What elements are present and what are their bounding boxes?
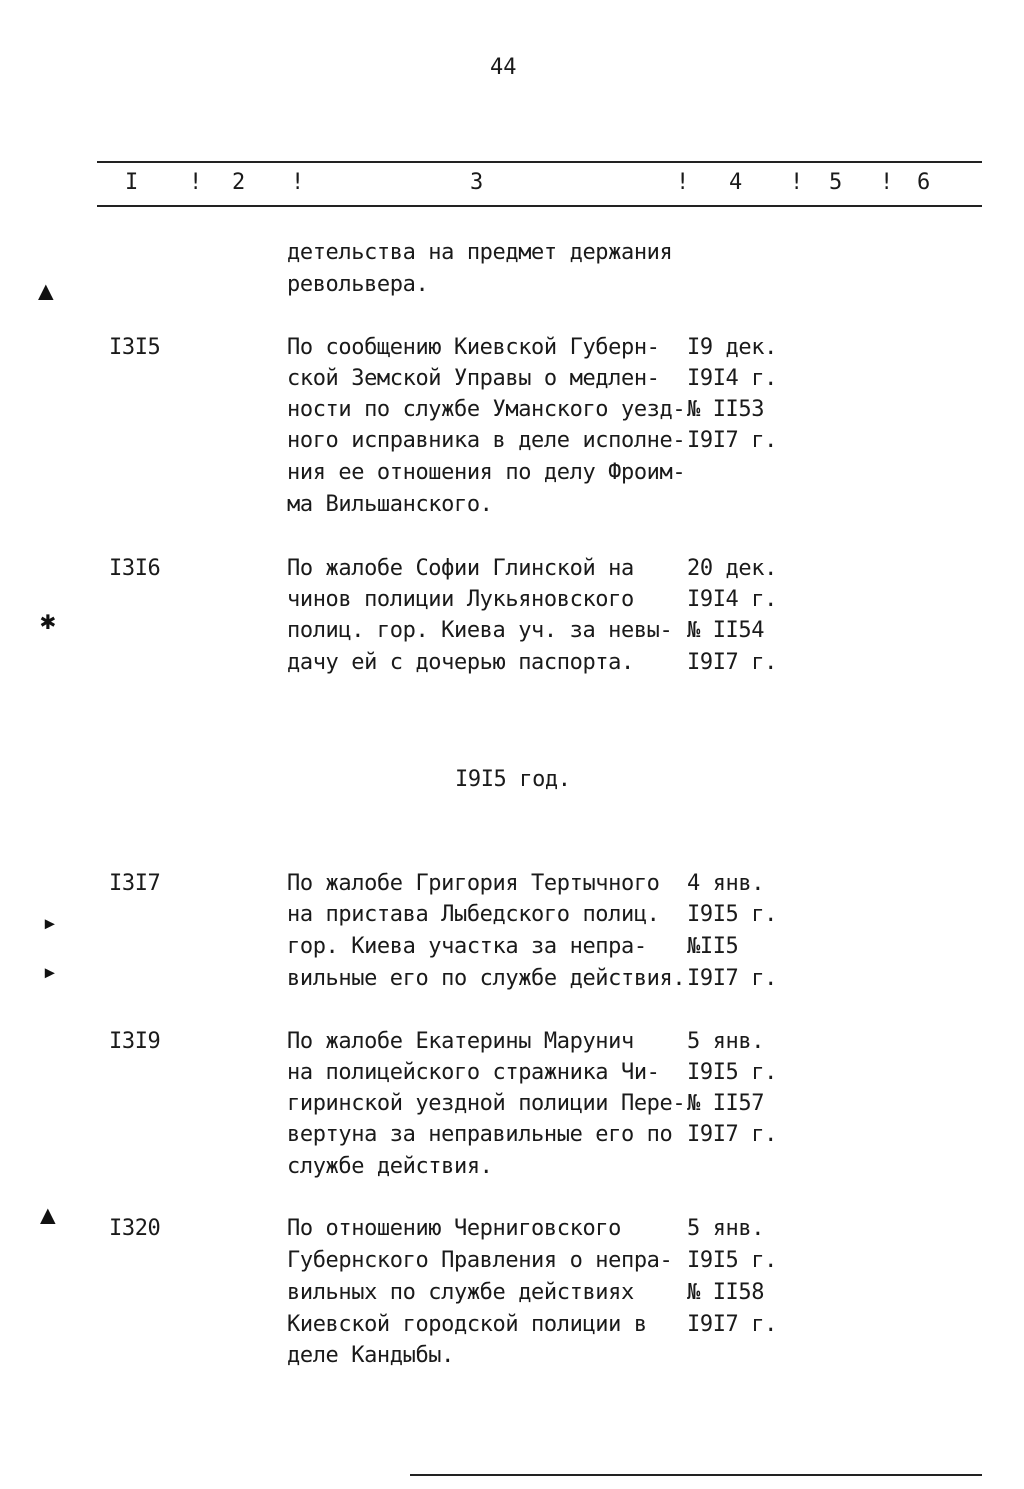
- record-description-line: вильных по службе действиях: [287, 1280, 634, 1305]
- record-number: I320: [109, 1216, 161, 1241]
- record-number: I3I7: [109, 871, 161, 896]
- record-date-line: I9I7 г.: [687, 650, 777, 675]
- column-separator: !: [880, 170, 894, 195]
- column-header-5: 5: [829, 170, 843, 195]
- record-description-line: ности по службе Уманского уезд-: [287, 397, 686, 422]
- record-description-line: По жалобе Екатерины Марунич: [287, 1029, 634, 1054]
- record-description-line: дачу ей с дочерью паспорта.: [287, 650, 634, 675]
- record-number: I3I5: [109, 335, 161, 360]
- record-description-line: гор. Киева участка за непра-: [287, 934, 647, 959]
- record-number: I3I6: [109, 556, 161, 581]
- table-header-rule: [97, 205, 982, 207]
- record-date-line: I9I4 г.: [687, 366, 777, 391]
- record-description-line: вильные его по службе действия.: [287, 966, 686, 991]
- record-date-line: I9I5 г.: [687, 1248, 777, 1273]
- record-description-line: на полицейского стражника Чи-: [287, 1060, 660, 1085]
- record-date-line: № II53: [687, 397, 765, 422]
- record-description-line: Киевской городской полиции в: [287, 1312, 647, 1337]
- record-description-line: Губернского Правления о непра-: [287, 1248, 673, 1273]
- margin-mark-icon: ▸: [42, 908, 58, 938]
- table-top-rule: [97, 161, 982, 163]
- record-description-line: ния ее отношения по делу Фроим-: [287, 460, 686, 485]
- column-separator: !: [291, 170, 305, 195]
- record-date-line: 5 янв.: [687, 1216, 765, 1241]
- record-date-line: I9I7 г.: [687, 428, 777, 453]
- record-date-line: 4 янв.: [687, 871, 765, 896]
- margin-mark-icon: ▲: [38, 276, 54, 306]
- column-separator: !: [790, 170, 804, 195]
- record-date-line: № II54: [687, 618, 765, 643]
- record-date-line: I9I5 г.: [687, 1060, 777, 1085]
- margin-mark-icon: ▲: [40, 1200, 56, 1230]
- record-date-line: 20 дек.: [687, 556, 777, 581]
- year-heading: I9I5 год.: [455, 767, 571, 792]
- record-date-line: I9I7 г.: [687, 966, 777, 991]
- text-line: револьвера.: [287, 272, 429, 297]
- record-date-line: №II5: [687, 934, 739, 959]
- record-number: I3I9: [109, 1029, 161, 1054]
- record-description-line: деле Кандыбы.: [287, 1343, 454, 1368]
- record-description-line: вертуна за неправильные его по: [287, 1122, 673, 1147]
- record-description-line: на пристава Лыбедского полиц.: [287, 902, 660, 927]
- record-description-line: чинов полиции Лукьяновского: [287, 587, 634, 612]
- record-date-line: I9I7 г.: [687, 1122, 777, 1147]
- column-header-4: 4: [729, 170, 743, 195]
- column-separator: !: [189, 170, 203, 195]
- record-description-line: гиринской уездной полиции Пере-: [287, 1091, 686, 1116]
- record-description-line: По сообщению Киевской Губерн-: [287, 335, 660, 360]
- record-description-line: службе действия.: [287, 1154, 493, 1179]
- record-date-line: № II58: [687, 1280, 765, 1305]
- record-description-line: ма Вильшанского.: [287, 492, 493, 517]
- record-date-line: I9I4 г.: [687, 587, 777, 612]
- record-description-line: По отношению Черниговского: [287, 1216, 621, 1241]
- record-date-line: I9I7 г.: [687, 1312, 777, 1337]
- bottom-rule: [410, 1474, 982, 1476]
- record-date-line: I9 дек.: [687, 335, 777, 360]
- column-header-1: I: [125, 170, 139, 195]
- column-header-2: 2: [232, 170, 246, 195]
- record-description-line: полиц. гор. Киева уч. за невы-: [287, 618, 673, 643]
- page-number: 44: [490, 55, 517, 80]
- column-header-6: 6: [917, 170, 931, 195]
- margin-mark-icon: ✱: [40, 606, 56, 636]
- text-line: детельства на предмет держания: [287, 240, 673, 265]
- margin-mark-icon: ▸: [42, 957, 58, 987]
- record-description-line: ской Земской Управы о медлен-: [287, 366, 660, 391]
- record-description-line: ного исправника в деле исполне-: [287, 428, 686, 453]
- column-header-3: 3: [470, 170, 484, 195]
- column-separator: !: [676, 170, 690, 195]
- record-description-line: По жалобе Софии Глинской на: [287, 556, 634, 581]
- record-date-line: № II57: [687, 1091, 765, 1116]
- record-date-line: I9I5 г.: [687, 902, 777, 927]
- record-description-line: По жалобе Григория Тертычного: [287, 871, 660, 896]
- record-date-line: 5 янв.: [687, 1029, 765, 1054]
